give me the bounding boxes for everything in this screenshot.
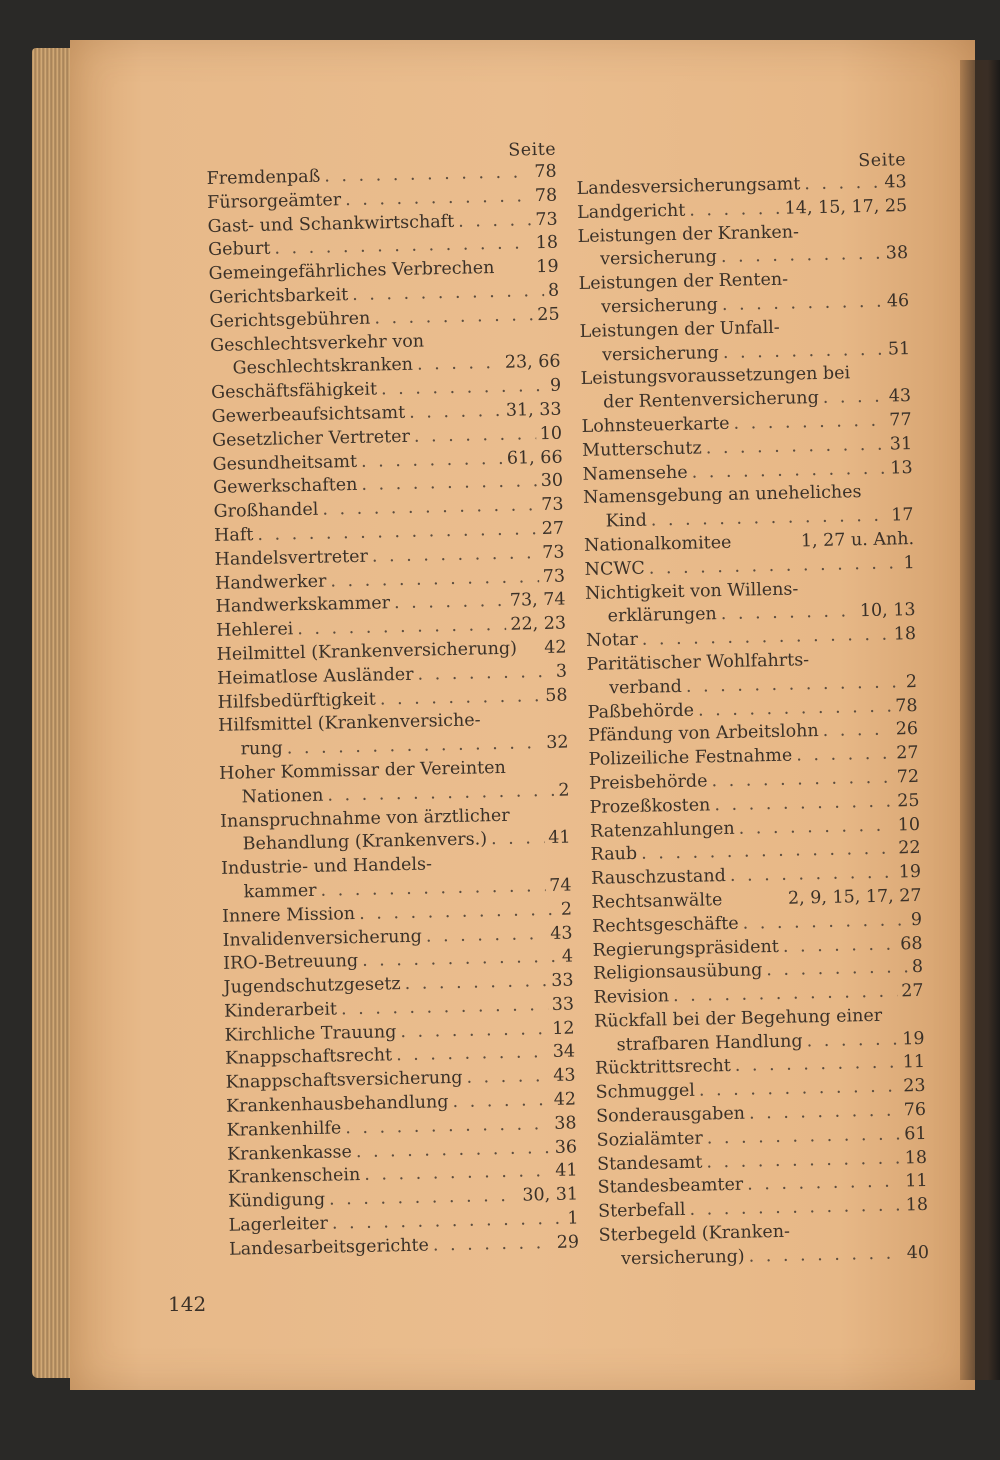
index-term: Regierungspräsident: [592, 936, 780, 961]
leader-dots: [394, 590, 506, 616]
index-page-refs: 23, 66: [504, 351, 561, 374]
leader-dots: [722, 291, 883, 318]
index-page-refs: 78: [534, 185, 558, 206]
index-page-refs: 10: [897, 814, 921, 835]
index-page-refs: 10: [539, 423, 563, 444]
leader-dots: [374, 304, 533, 331]
index-page-refs: 2: [560, 899, 573, 920]
index-page-refs: 43: [550, 922, 573, 944]
index-term: Inanspruchnahme von ärztlicher: [219, 805, 510, 832]
index-term: Landgericht: [576, 200, 686, 223]
index-term: Gemeingefährliches Verbrechen: [208, 258, 495, 285]
index-page-refs: 9: [910, 909, 923, 930]
index-page-refs: 11: [905, 1171, 928, 1192]
index-page-refs: 12: [552, 1018, 575, 1039]
index-term: Schmuggel: [595, 1080, 696, 1104]
index-term: Preisbehörde: [588, 771, 708, 794]
leader-dots: [327, 780, 554, 809]
index-page-refs: 31, 33: [505, 399, 562, 421]
leader-dots: [417, 661, 552, 688]
index-term: Krankenschein: [227, 1165, 361, 1189]
index-term: Revision: [593, 986, 670, 1008]
index-page-refs: 13: [890, 457, 913, 479]
index-page-refs: 8: [547, 280, 560, 301]
index-page-refs: 30, 31: [522, 1184, 579, 1206]
index-term: Heimatlose Ausländer: [216, 664, 414, 689]
index-entry: [220, 803, 571, 858]
index-page-refs: 2: [558, 780, 570, 801]
index-entry: [594, 1004, 925, 1058]
index-term: Religionsausübung: [592, 960, 763, 985]
index-term: Handwerker: [214, 571, 327, 594]
index-term: Landesarbeitsgerichte: [228, 1235, 430, 1260]
index-page-refs: 40: [906, 1242, 930, 1264]
index-term-continuation: versicherung: [599, 247, 718, 270]
index-page-refs: 25: [537, 304, 560, 325]
index-page-refs: 2: [905, 671, 918, 692]
index-page-refs: 73: [541, 494, 564, 516]
index-term: Gesundheitsamt: [212, 451, 358, 475]
index-term: Leistungen der Renten-: [578, 269, 789, 295]
index-term: Mutterschutz: [581, 438, 702, 461]
leader-dots: [823, 386, 886, 411]
index-page-refs: 61: [904, 1123, 927, 1145]
index-term: Namensgebung an uneheliches: [582, 482, 862, 509]
index-term: Kündigung: [227, 1190, 326, 1213]
leader-dots: [796, 743, 893, 769]
index-term: Raub: [590, 844, 638, 866]
index-page-refs: 72: [896, 766, 920, 788]
index-page-refs: 46: [886, 291, 910, 312]
index-term: Rechtsgeschäfte: [591, 913, 739, 937]
leader-dots: [400, 1018, 548, 1045]
leader-dots: [404, 970, 547, 997]
page-number: 142: [168, 1292, 207, 1316]
index-page-refs: 74: [549, 875, 572, 896]
index-term: Standesamt: [596, 1152, 703, 1175]
index-page-refs: 77: [889, 410, 912, 431]
index-term: Industrie- und Handels-: [220, 854, 433, 879]
index-entry: [219, 755, 570, 810]
leader-dots: [409, 400, 502, 426]
leader-dots: [742, 909, 907, 936]
index-page-refs: 43: [553, 1065, 576, 1087]
leader-dots: [749, 1100, 900, 1127]
leader-dots: [748, 1242, 903, 1269]
column-header-seite: Seite: [858, 150, 907, 172]
index-page-refs: 43: [884, 172, 907, 193]
index-term: Rücktrittsrecht: [594, 1056, 732, 1080]
index-page-refs: 1: [567, 1208, 579, 1229]
index-term: Lohnsteuerkarte: [581, 413, 730, 437]
index-term: Sonderausgaben: [595, 1103, 746, 1127]
facing-page-shadow: [960, 60, 1000, 1380]
index-term: Nationalkomitee: [583, 532, 732, 556]
index-term: Namensehe: [582, 462, 688, 485]
index-list-left: [206, 161, 579, 1263]
index-page-refs: 61, 66: [506, 447, 563, 469]
index-page-refs: 43: [888, 386, 912, 407]
index-page-refs: 11: [902, 1052, 926, 1073]
index-term-continuation: Nationen: [241, 785, 324, 808]
index-term: Krankenkasse: [226, 1141, 353, 1165]
index-page-refs: 4: [561, 946, 574, 968]
index-term: Kirchliche Trauung: [224, 1021, 397, 1046]
leader-dots: [452, 1089, 550, 1115]
leader-dots: [466, 1065, 549, 1091]
index-term: Heilmittel (Krankenversicherung): [216, 638, 518, 665]
leader-dots: [783, 933, 897, 959]
leader-dots: [458, 209, 532, 234]
index-page-refs: 34: [552, 1041, 576, 1063]
index-term: Krankenhilfe: [226, 1118, 342, 1141]
index-term: Polizeiliche Festnahme: [588, 745, 793, 770]
index-page-refs: 19: [898, 862, 922, 883]
index-term: Hilfsmittel (Krankenversiche-: [217, 710, 481, 737]
index-page-refs: 41: [548, 827, 571, 849]
index-page-refs: 73: [542, 566, 566, 587]
index-term: Gerichtsgebühren: [209, 308, 371, 332]
index-page-refs: 1: [903, 552, 915, 573]
index-term: Geschäftsfähigkeit: [210, 379, 378, 404]
index-page-refs: 27: [901, 981, 924, 1002]
index-page-refs: 73: [542, 542, 565, 563]
leader-dots: [396, 1042, 549, 1069]
index-term-continuation: Geschlechtskranken: [232, 355, 414, 379]
index-page-refs: 27: [541, 518, 565, 540]
index-page-refs: 3: [555, 661, 568, 682]
index-page-refs: 73, 74: [509, 589, 566, 612]
index-term: Gerichtsbarkeit: [208, 285, 349, 308]
index-page-refs: 18: [893, 624, 917, 645]
index-term: Hehlerei: [215, 619, 294, 642]
index-term: Kinderarbeit: [223, 999, 338, 1022]
index-page-refs: 58: [545, 685, 568, 706]
index-term-continuation: der Rentenversicherung: [602, 388, 820, 413]
index-term: Großhandel: [213, 499, 319, 523]
index-entry: [577, 219, 908, 273]
index-term: Leistungen der Unfall-: [579, 317, 780, 342]
index-page-refs: 78: [895, 695, 918, 716]
leader-dots: [733, 410, 885, 437]
leader-dots: [720, 601, 856, 628]
index-page-refs: 38: [885, 243, 909, 264]
index-term-continuation: strafbaren Handlung: [616, 1031, 803, 1056]
index-page-refs: 30: [540, 470, 564, 492]
index-term: Lagerleiter: [228, 1213, 329, 1236]
index-page-refs: 33: [551, 994, 575, 1015]
index-entry: [585, 576, 916, 630]
leader-dots: [414, 423, 536, 449]
index-page-refs: 2, 9, 15, 17, 27: [787, 885, 922, 909]
leader-dots: [689, 1195, 902, 1223]
index-page-refs: 51: [887, 338, 911, 360]
leader-dots: [721, 243, 882, 270]
index-term: Pfändung von Arbeitslohn: [587, 721, 819, 747]
index-term: Gesetzlicher Vertreter: [211, 426, 411, 451]
index-entry: [221, 851, 572, 906]
index-term: Geburt: [207, 239, 271, 261]
index-page-refs: 18: [535, 233, 559, 254]
index-term: Leistungsvoraussetzungen bei: [580, 363, 851, 390]
index-term-continuation: versicherung: [600, 295, 719, 318]
index-entry: [579, 314, 910, 368]
index-term-continuation: rung: [240, 738, 283, 760]
leader-dots: [730, 862, 895, 889]
index-term: Hilfsbedürftigkeit: [217, 689, 377, 713]
index-page-refs: 22, 23: [510, 613, 567, 635]
index-term-continuation: versicherung): [620, 1246, 745, 1270]
index-term: Rechtsanwälte: [591, 890, 723, 913]
index-entry: [583, 480, 914, 534]
leader-dots: [491, 827, 545, 852]
index-term: Handelsvertreter: [214, 546, 369, 570]
index-page-refs: 18: [904, 1147, 928, 1169]
index-page-refs: 73: [535, 209, 558, 230]
index-page-refs: 78: [534, 161, 557, 183]
index-term: Ratenzahlungen: [589, 818, 735, 842]
index-term-continuation: versicherung: [601, 342, 720, 366]
leader-dots: [735, 1052, 899, 1079]
index-term: Geschlechtsverkehr von: [209, 331, 425, 356]
index-term: Krankenhausbehandlung: [225, 1092, 449, 1117]
index-entry: [578, 266, 909, 320]
index-entry: [218, 708, 569, 763]
index-entry: [210, 327, 561, 382]
index-page-refs: 68: [900, 933, 923, 954]
leader-dots: [766, 957, 908, 984]
index-page-refs: 42: [544, 637, 567, 658]
leader-dots: [747, 1171, 902, 1198]
index-term-continuation: Behandlung (Krankenvers.): [242, 829, 488, 855]
index-page-refs: 14, 15, 17, 25: [784, 195, 908, 219]
index-term: Rauschzustand: [590, 866, 727, 889]
leader-dots: [738, 814, 894, 841]
leader-dots: [689, 198, 781, 224]
index-term: NCWC: [584, 558, 645, 580]
index-entry: [580, 361, 911, 415]
index-page-refs: 38: [554, 1113, 577, 1134]
index-term: Sozialämter: [596, 1128, 703, 1151]
index-term: Gast- und Schankwirtschaft: [207, 211, 455, 237]
index-page-refs: 17: [891, 505, 914, 526]
leader-dots: [381, 375, 546, 402]
index-term: Standesbeamter: [597, 1175, 744, 1199]
index-page-refs: 32: [546, 732, 569, 754]
index-term: IRO-Betreuung: [222, 951, 359, 975]
index-term-continuation: Kind: [605, 510, 648, 532]
index-term: Knappschaftsversicherung: [225, 1068, 463, 1094]
index-page-refs: 41: [555, 1160, 578, 1182]
index-term: Gewerkschaften: [212, 475, 358, 499]
index-term: Prozeßkosten: [589, 795, 711, 818]
leader-dots: [723, 338, 884, 365]
index-term: Landesversicherungsamt: [576, 174, 801, 199]
index-page-refs: 25: [897, 790, 920, 812]
index-page-refs: 23: [903, 1076, 926, 1097]
leader-dots: [361, 447, 503, 474]
index-page-refs: 22: [898, 838, 921, 859]
leader-dots: [417, 352, 501, 378]
leader-dots: [804, 172, 881, 197]
leader-dots: [822, 719, 892, 744]
index-term: Handwerkskammer: [215, 593, 391, 618]
leader-dots: [806, 1028, 898, 1054]
index-page-refs: 18: [905, 1195, 929, 1216]
index-page-refs: 8: [911, 957, 924, 978]
index-term: Gewerbeaufsichtsamt: [211, 402, 406, 427]
index-page-refs: 29: [556, 1232, 580, 1253]
index-entry: [586, 647, 917, 701]
index-page-refs: 33: [551, 970, 574, 992]
index-term: Haft: [213, 525, 254, 546]
index-term: Invalidenversicherung: [222, 926, 423, 951]
index-term: Hoher Kommissar der Vereinten: [218, 757, 507, 784]
index-page-refs: 1, 27 u. Anh.: [800, 528, 915, 552]
column-header-seite: Seite: [508, 139, 557, 161]
index-term: Sterbefall: [597, 1200, 686, 1223]
index-term: Knappschaftsrecht: [224, 1045, 393, 1070]
index-term: Leistungen der Kranken-: [577, 221, 800, 247]
index-term-continuation: verband: [608, 676, 683, 699]
index-term: Fremdenpaß: [206, 166, 321, 189]
index-term: Paßbehörde: [587, 700, 695, 723]
index-term: Notar: [585, 629, 639, 652]
index-list-right: [576, 171, 929, 1272]
index-page-refs: 9: [549, 375, 562, 397]
index-page-refs: 27: [896, 743, 919, 764]
index-page-refs: 42: [553, 1089, 577, 1111]
index-term: Innere Mission: [221, 903, 356, 927]
leader-dots: [433, 1232, 553, 1258]
index-term: Paritätischer Wohlfahrts-: [586, 650, 810, 675]
index-page-refs: 26: [895, 719, 919, 740]
index-column-left: [206, 139, 579, 1263]
index-term-continuation: kammer: [243, 880, 317, 903]
leader-dots: [380, 685, 542, 712]
index-page-refs: 19: [902, 1028, 925, 1050]
leader-dots: [372, 542, 539, 569]
leader-dots: [426, 923, 547, 949]
index-entry: [598, 1218, 929, 1272]
index-page-refs: 31: [889, 433, 913, 455]
index-page-refs: 19: [536, 256, 559, 278]
index-column-right: [576, 149, 929, 1272]
leader-dots: [330, 566, 539, 594]
index-term-continuation: erklärungen: [607, 604, 717, 627]
index-term: Jugendschutzgesetz: [223, 974, 401, 998]
index-term: Rückfall bei der Begehung einer: [593, 1005, 883, 1032]
index-page-refs: 76: [903, 1099, 927, 1121]
index-page-refs: 36: [554, 1137, 578, 1158]
index-page-refs: 10, 13: [859, 600, 916, 622]
index-term: Nichtigkeit von Willens-: [584, 578, 799, 604]
index-term: Sterbegeld (Kranken-: [598, 1221, 791, 1246]
index-term: Fürsorgeämter: [206, 189, 342, 213]
